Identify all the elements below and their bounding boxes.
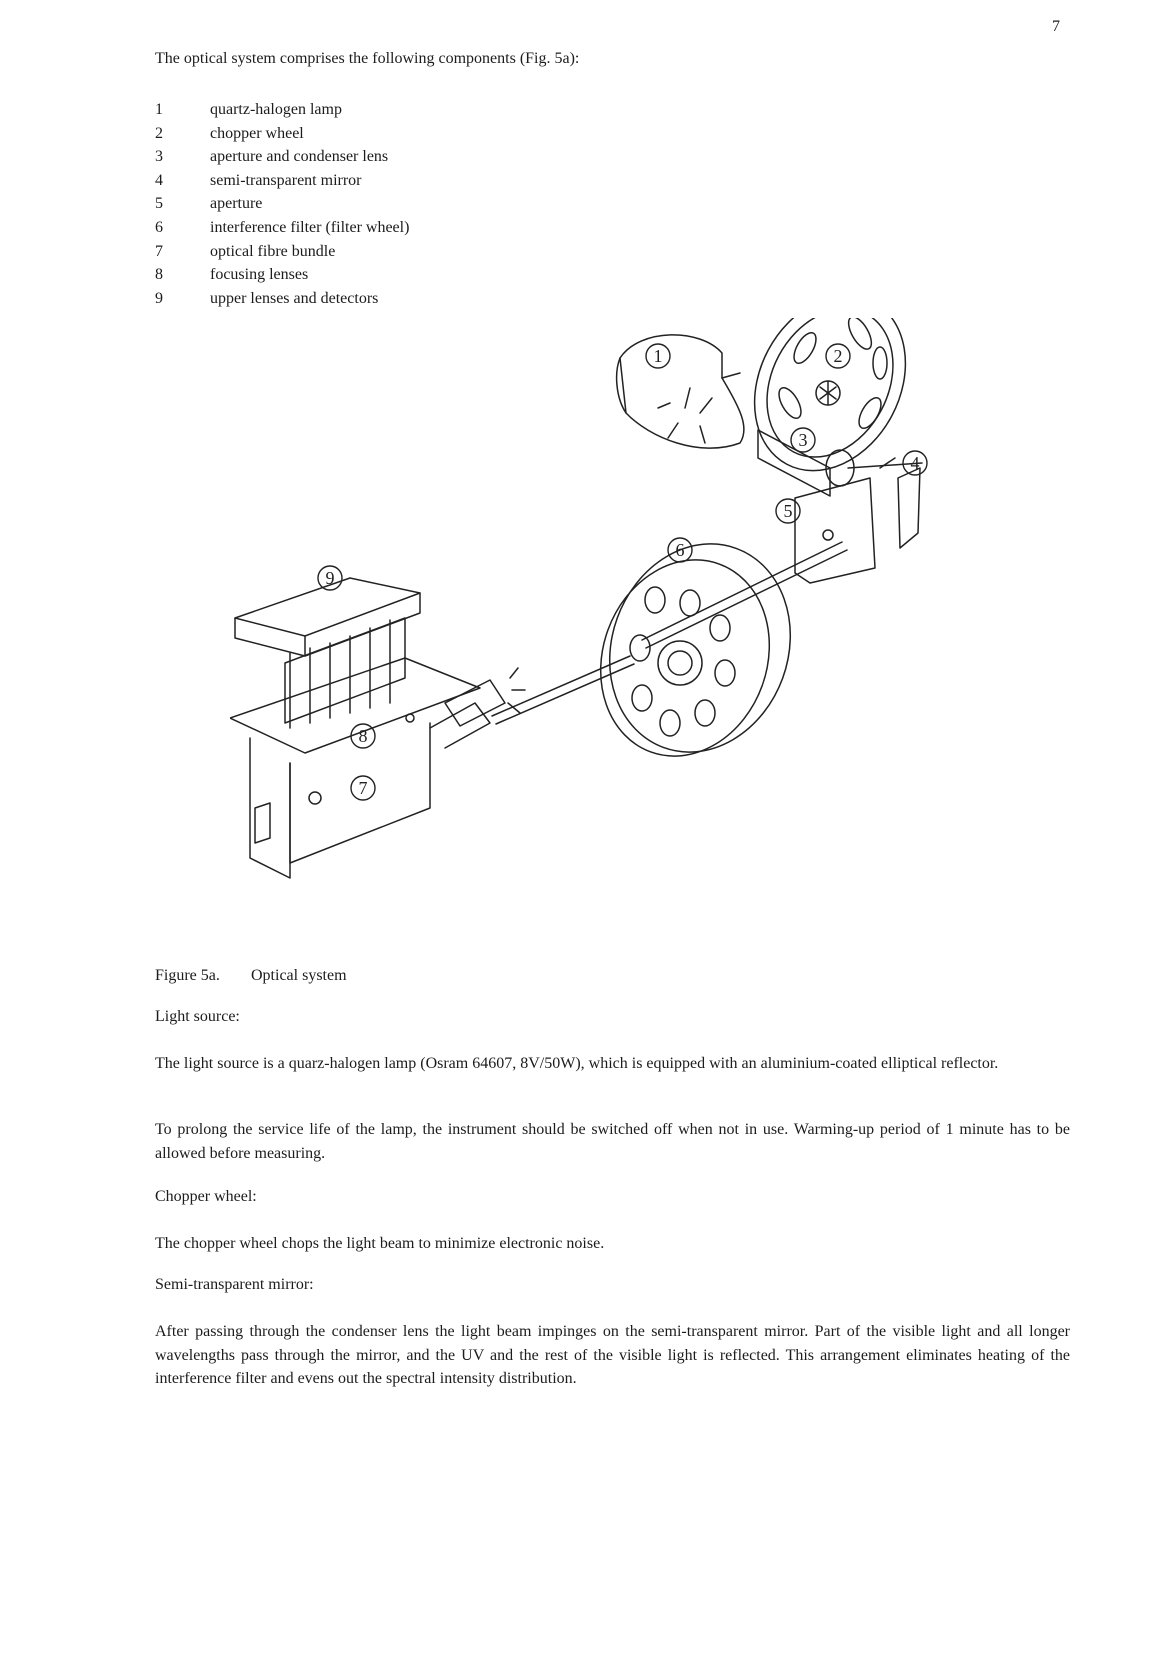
intro-text: The optical system comprises the following components (Fig. 5a): bbox=[155, 50, 580, 67]
light-beam bbox=[646, 550, 847, 648]
caption-label: Figure 5a. bbox=[155, 967, 220, 984]
item-number: 9 bbox=[155, 289, 163, 307]
item-label: semi-transparent mirror bbox=[210, 171, 362, 189]
callout-6: 6 bbox=[675, 540, 685, 560]
item-number: 1 bbox=[155, 101, 163, 118]
item-label: upper lenses and detectors bbox=[210, 289, 379, 307]
list-item bbox=[155, 263, 409, 287]
callout-8: 8 bbox=[358, 726, 368, 746]
optical-system-figure bbox=[230, 318, 1030, 923]
paragraph: After passing through the condenser lens the light beam impinges on the semi-transparent mirror. Part of the visible light and all longer wavelengths pass through the mirror, and the UV and the rest of the visible light is reflected. This arrangement eliminates heating of the interference filter and evens out the spectral intensity distribution. bbox=[155, 1323, 1070, 1387]
item-label: optical fibre bundle bbox=[210, 242, 336, 260]
filter-wheel bbox=[574, 518, 819, 780]
section-heading: Semi-transparent mirror: bbox=[155, 1276, 314, 1293]
callout-7: 7 bbox=[358, 778, 368, 798]
item-number: 4 bbox=[155, 171, 163, 189]
aperture-plate bbox=[795, 478, 875, 583]
item-number: 7 bbox=[155, 242, 163, 260]
list-item bbox=[155, 287, 409, 311]
paragraph: The chopper wheel chops the light beam to minimize electronic noise. bbox=[155, 1235, 605, 1252]
list-item bbox=[155, 240, 409, 264]
list-item bbox=[155, 192, 409, 216]
callout-3: 3 bbox=[798, 430, 808, 450]
page-number: 7 bbox=[1052, 18, 1060, 35]
item-label: aperture and condenser lens bbox=[210, 148, 389, 166]
callout-1: 1 bbox=[653, 346, 663, 366]
list-item bbox=[155, 98, 409, 122]
caption-title: Optical system bbox=[251, 967, 347, 984]
paragraph: The light source is a quarz-halogen lamp (Osram 64607, 8V/50W), which is equipped with an aluminium-coated elliptical reflector. bbox=[155, 1055, 999, 1072]
item-label: quartz-halogen lamp bbox=[210, 101, 342, 118]
callout-4: 4 bbox=[910, 453, 920, 473]
item-number: 5 bbox=[155, 195, 163, 213]
callout-5: 5 bbox=[783, 501, 793, 521]
light-beam bbox=[496, 664, 634, 724]
callout-2: 2 bbox=[833, 346, 843, 366]
list-item bbox=[155, 169, 409, 193]
paragraph: To prolong the service life of the lamp, the instrument should be switched off when not in use. Warming-up period of 1 minute has to be allowed before measuring. bbox=[155, 1121, 1070, 1162]
item-label: aperture bbox=[210, 195, 263, 213]
item-label: chopper wheel bbox=[210, 124, 304, 142]
item-label: focusing lenses bbox=[210, 266, 309, 284]
light-beam bbox=[642, 542, 842, 640]
item-number: 6 bbox=[155, 218, 163, 236]
component-list bbox=[155, 98, 409, 310]
item-number: 2 bbox=[155, 124, 163, 142]
list-item bbox=[155, 145, 409, 169]
item-number: 3 bbox=[155, 148, 163, 166]
list-item bbox=[155, 122, 409, 146]
list-item bbox=[155, 216, 409, 240]
section-heading: Light source: bbox=[155, 1008, 240, 1025]
quartz-halogen-lamp bbox=[617, 335, 744, 448]
figure-caption bbox=[155, 967, 347, 985]
section-heading: Chopper wheel: bbox=[155, 1188, 257, 1205]
callout-9: 9 bbox=[325, 568, 335, 588]
item-number: 8 bbox=[155, 266, 163, 284]
item-label: interference filter (filter wheel) bbox=[210, 218, 410, 236]
